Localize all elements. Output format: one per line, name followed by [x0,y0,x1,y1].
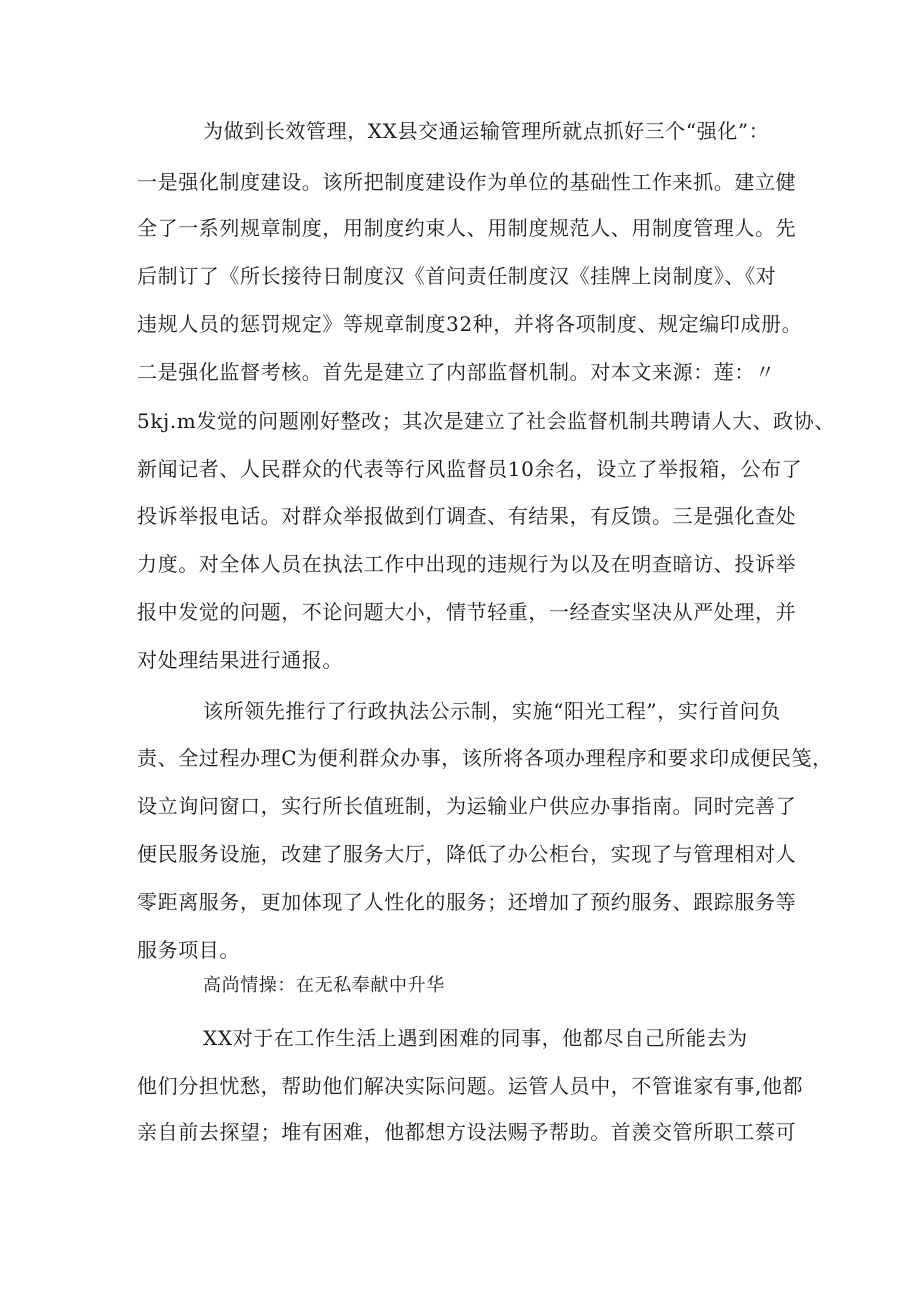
text-line: 他们分担忧愁，帮助他们解决实际问题。运管人员中，不管谁家有事,他都 [137,1074,804,1098]
text-line: 责、全过程办理C为便利群众办事，该所将各项办理程序和要求印成便民笺， [137,746,833,770]
text-line: 二是强化监督考核。首先是建立了内部监督机制。对本文来源：莲：〃 [137,360,776,384]
text-line: 全了一系列规章制度，用制度约束人、用制度规范人、用制度管理人。先 [137,216,797,240]
text-line: 5kj.m发觉的问题刚好整改；其次是建立了社会监督机制共聘请人大、政协、 [137,409,835,433]
text-line: XX对于在工作生活上遇到困难的同事，他都尽自己所能去为 [203,1026,748,1050]
text-line: 对处理结果进行通报。 [137,648,343,672]
text-line: 一是强化制度建设。该所把制度建设作为单位的基础性工作来抓。建立健 [137,170,797,194]
text-line: 亲自前去探望；堆有困难，他都想方设法赐予帮助。首羡交管所职工蔡可 [137,1120,797,1144]
text-line: 投诉举报电话。对群众举报做到仃调查、有结果，有反馈。三是强化查处 [137,504,797,528]
text-line: 为做到长效管理，XX县交通运输管理所就点抓好三个“强化”： [203,119,770,143]
text-line: 服务项目。 [137,938,240,962]
text-line: 新闻记者、人民群众的代表等行风监督员10余名，设立了举报箱，公布了 [137,457,803,481]
section-heading: 高尚情操：在无私奉献中升华 [203,975,445,996]
text-line: 违规人员的惩罚规定》等规章制度32种，并将各项制度、规定编印成册。 [137,312,803,336]
text-line: 便民服务设施，改建了服务大厅，降低了办公柜台，实现了与管理相对人 [137,842,797,866]
text-line: 报中发觉的问题，不论问题大小，情节轻重，一经查实坚决从严处理，并 [137,600,797,624]
text-line: 该所领先推行了行政执法公示制，实施“阳光工程”，实行首问负 [203,699,781,723]
text-line: 力度。对全体人员在执法工作中出现的违规行为以及在明查暗访、投诉举 [137,552,797,576]
text-line: 后制订了《所长接待日制度汉《首问责任制度汉《挂牌上岗制度》、《对 [137,264,777,288]
text-line: 设立询问窗口，实行所长值班制，为运输业户供应办事指南。同时完善了 [137,794,797,818]
text-line: 零距离服务，更加体现了人性化的服务；还增加了预约服务、跟踪服务等 [137,890,797,914]
